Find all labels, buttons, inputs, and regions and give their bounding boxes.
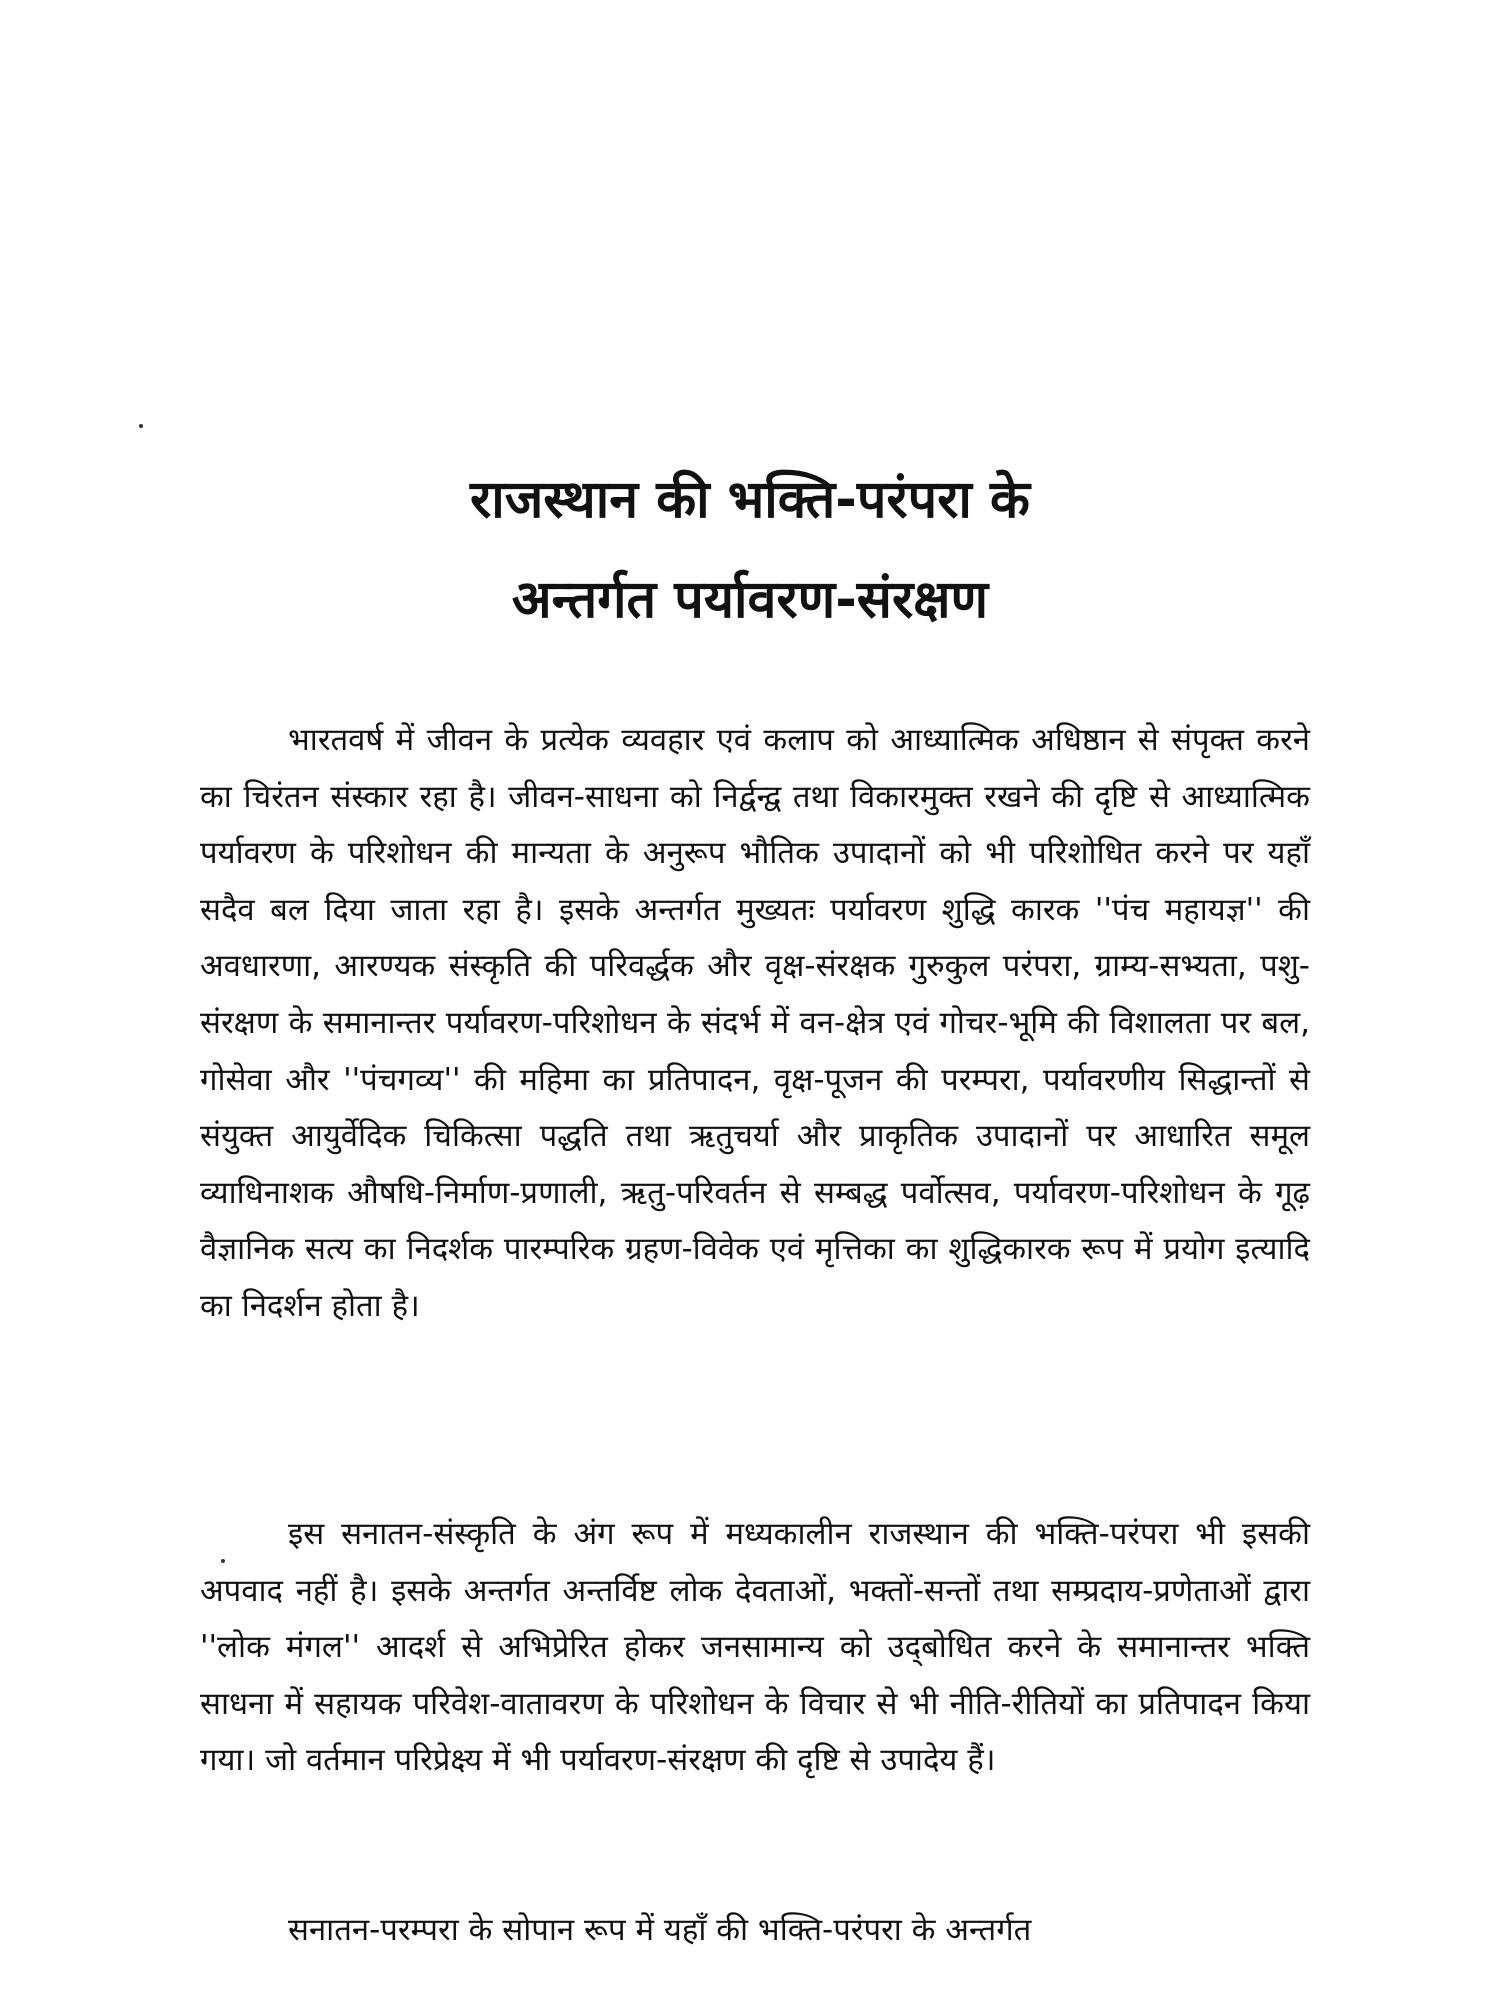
paragraph-2: इस सनातन-संस्कृति के अंग रूप में मध्यकालीन राजस्थान की भक्ति-परंपरा भी इसकी अपवाद नहीं है। इसके अन्तर्गत अन्तर्विष्ट लोक देवताओं, भक्तों-सन्तों तथा सम्प्रदाय-प्रणेताओं द्वारा ''लोक मंगल'' आदर्श से अभिप्रेरित होकर जनसामान्य को उद्‌बोधित करने के समानान्तर भक्ति साधना में सहायक परिवेश-वातावरण के परिशोधन के विचार से भी नीति-रीतियों का प्रतिपादन किया गया। जो वर्तमान परिप्रेक्ष्य में भी पर्यावरण-संरक्षण की दृष्टि से उपादेय हैं।	[200, 1516, 1310, 1779]
paragraph-3: सनातन-परम्परा के सोपान रूप में यहाँ की भक्ति-परंपरा के अन्तर्गत	[288, 1912, 1032, 1948]
chapter-title-line-2: अन्तर्गत पर्यावरण-संरक्षण	[511, 570, 989, 630]
paragraph-1: भारतवर्ष में जीवन के प्रत्येक व्यवहार एवं कलाप को आध्यात्मिक अधिष्ठान से संपृक्त करने का चिरंतन संस्कार रहा है। जीवन-साधना को निर्द्वन्द्व तथा विकारमुक्त रखने की दृष्टि से आध्यात्मिक पर्यावरण के परिशोधन की मान्यता के अनुरूप भौतिक उपादानों को भी परिशोधित करने पर यहाँ सदैव बल दिया जाता रहा है। इसके अन्तर्गत मुख्यतः पर्यावरण शुद्धि कारक ''पंच महायज्ञ'' की अवधारणा, आरण्यक संस्कृति की परिवर्द्धक और वृक्ष-संरक्षक गुरुकुल परंपरा, ग्राम्य-सभ्यता, पशु-संरक्षण के समानान्तर पर्यावरण-परिशोधन के संदर्भ में वन-क्षेत्र एवं गोचर-भूमि की विशालता पर बल, गोसेवा और ''पंचगव्य'' की महिमा का प्रतिपादन, वृक्ष-पूजन की परम्परा, पर्यावरणीय सिद्धान्तों से संयुक्त आयुर्वेदिक चिकित्सा पद्धति तथा ऋतुचर्या और प्राकृतिक उपादानों पर आधारित समूल व्याधिनाशक औषधि-निर्माण-प्रणाली, ऋतु-परिवर्तन से सम्बद्ध पर्वोत्सव, पर्यावरण-परिशोधन के गूढ़ वैज्ञानिक सत्य का निदर्शक पारम्परिक ग्रहण-विवेक एवं मृत्तिका का शुद्धिकारक रूप में प्रयोग इत्यादि का निदर्शन होता है।	[200, 722, 1310, 1324]
scan-speck	[139, 424, 143, 428]
chapter-title-line-1: राजस्थान की भक्ति-परंपरा के	[470, 470, 1030, 530]
